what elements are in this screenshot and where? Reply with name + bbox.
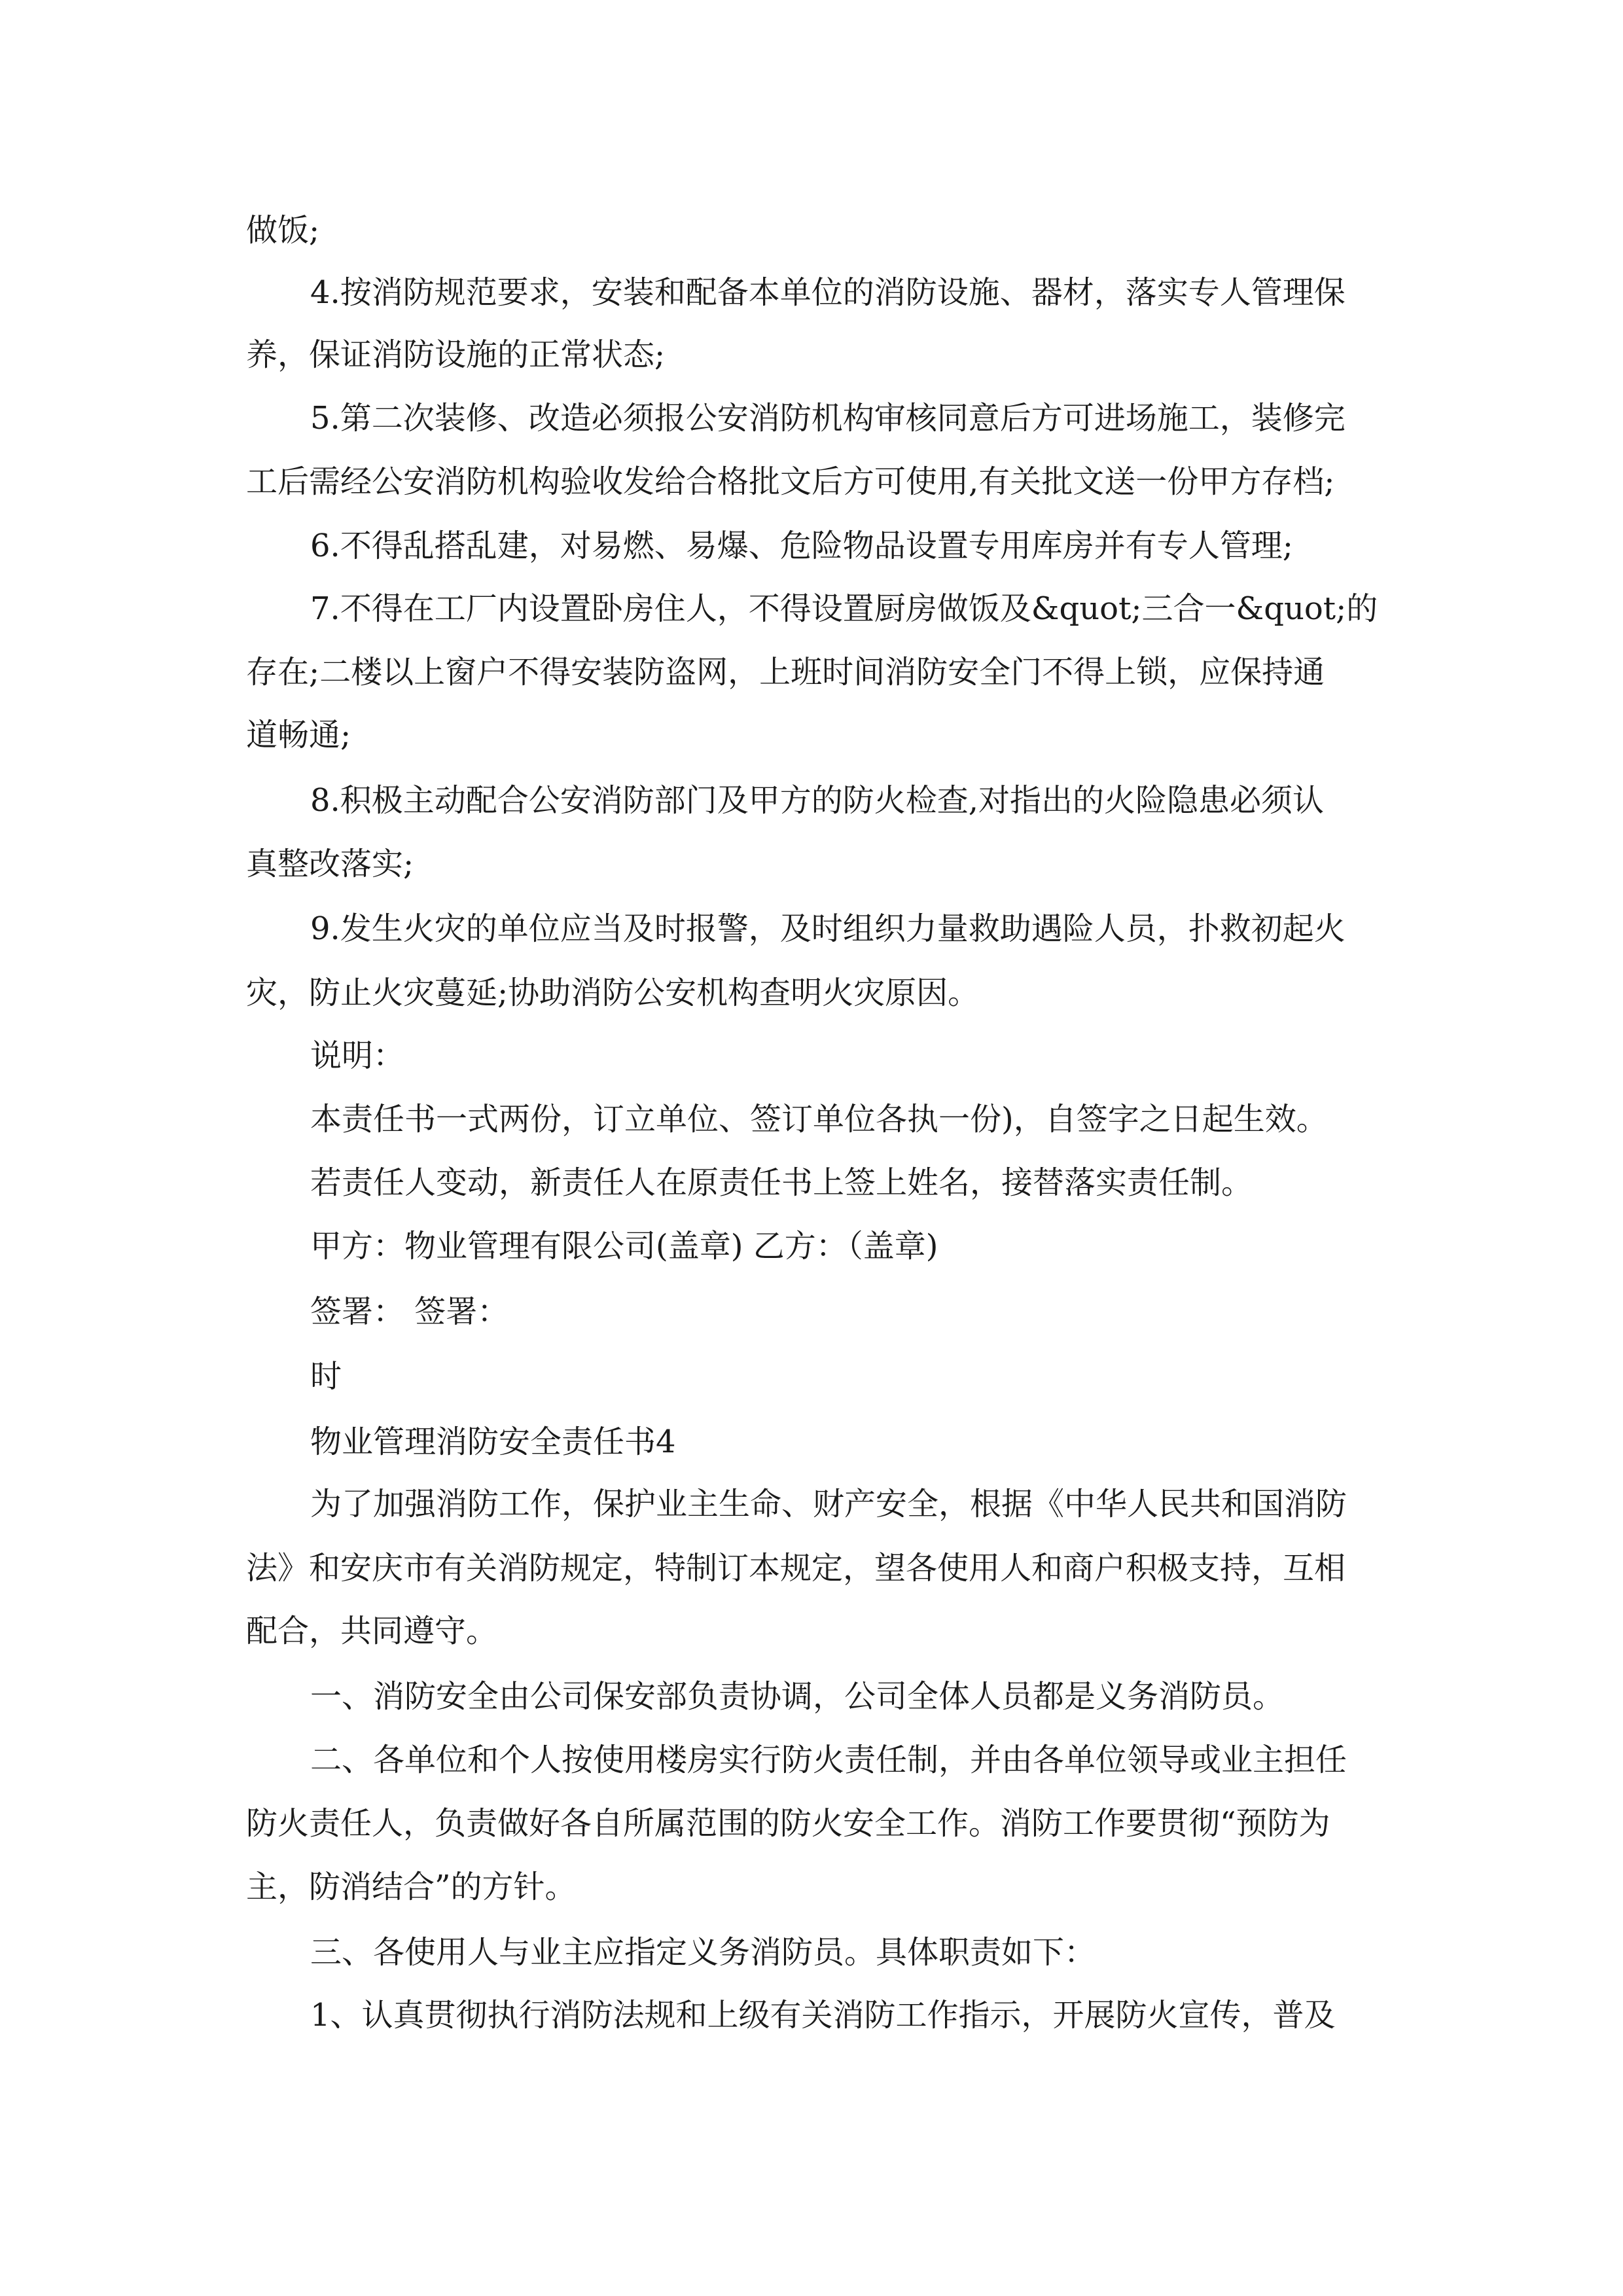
text-line: 工后需经公安消防机构验收发给合格批文后方可使用,有关批文送一份甲方存档;: [246, 463, 1335, 500]
section-heading: 物业管理消防安全责任书4: [310, 1424, 676, 1460]
text-line: 配合，共同遵守。: [246, 1613, 498, 1649]
text-line: 签署： 签署：: [310, 1293, 509, 1330]
text-line: 7.不得在工厂内设置卧房住人，不得设置厨房做饭及&quot;三合一&quot;的: [310, 590, 1378, 627]
text-line: 存在;二楼以上窗户不得安装防盗网，上班时间消防安全门不得上锁，应保持通: [246, 654, 1325, 691]
text-line: 1、认真贯彻执行消防法规和上级有关消防工作指示，开展防火宣传，普及: [310, 1997, 1336, 2034]
text-line: 防火责任人，负责做好各自所属范围的防火安全工作。消防工作要贯彻“预防为: [246, 1805, 1330, 1842]
text-line: 9.发生火灾的单位应当及时报警，及时组织力量救助遇险人员，扑救初起火: [310, 910, 1346, 947]
text-line: 5.第二次装修、改造必须报公安消防机构审核同意后方可进场施工，装修完: [310, 400, 1346, 437]
text-line: 时: [310, 1358, 342, 1395]
text-line: 真整改落实;: [246, 846, 414, 882]
text-line: 本责任书一式两份，订立单位、签订单位各执一份)，自签字之日起生效。: [310, 1101, 1328, 1138]
text-line: 6.不得乱搭乱建，对易燃、易爆、危险物品设置专用库房并有专人管理;: [310, 528, 1293, 564]
text-line: 一、消防安全由公司保安部负责协调，公司全体人员都是义务消防员。: [310, 1678, 1285, 1715]
text-line: 二、各单位和个人按使用楼房实行防火责任制，并由各单位领导或业主担任: [310, 1742, 1347, 1778]
text-line: 法》和安庆市有关消防规定，特制订本规定，望各使用人和商户积极支持，互相: [246, 1550, 1346, 1587]
text-line: 主，防消结合”的方针。: [246, 1869, 577, 1905]
text-line: 若责任人变动，新责任人在原责任书上签上姓名，接替落实责任制。: [310, 1164, 1253, 1201]
text-line: 为了加强消防工作，保护业主生命、财产安全，根据《中华人民共和国消防: [310, 1486, 1347, 1522]
text-line: 养，保证消防设施的正常状态;: [246, 336, 666, 373]
text-line: 8.积极主动配合公安消防部门及甲方的防火检查,对指出的火险隐患必须认: [310, 782, 1325, 819]
text-line: 灾，防止火灾蔓延;协助消防公安机构查明火灾原因。: [246, 975, 980, 1011]
text-line: 三、各使用人与业主应指定义务消防员。具体职责如下：: [310, 1934, 1096, 1971]
text-line: 说明：: [310, 1037, 405, 1074]
text-line: 做饭;: [246, 212, 320, 249]
text-line: 道畅通;: [246, 717, 351, 753]
text-line: 甲方：物业管理有限公司(盖章) 乙方：（盖章): [310, 1228, 938, 1265]
text-line: 4.按消防规范要求，安装和配备本单位的消防设施、器材，落实专人管理保: [310, 274, 1346, 311]
